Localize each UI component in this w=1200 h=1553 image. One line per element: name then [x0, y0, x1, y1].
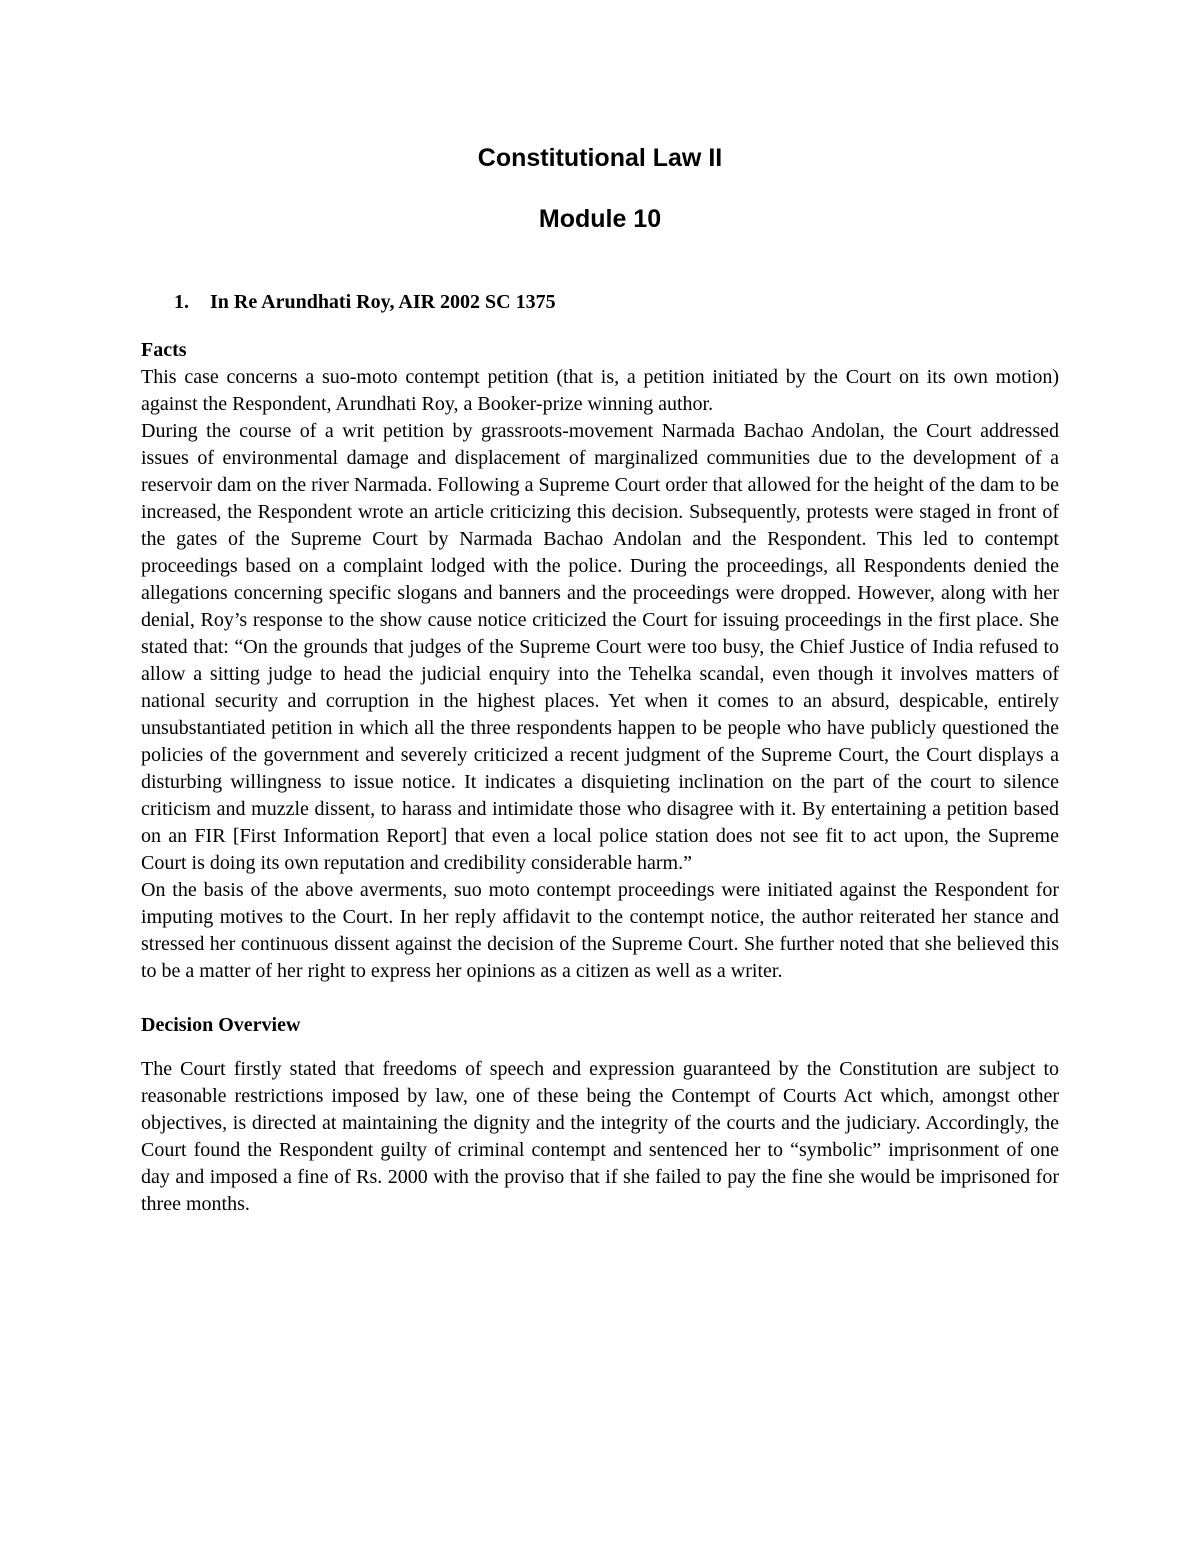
facts-paragraph-2: During the course of a writ petition by grassroots-movement Narmada Bachao Andolan, the Court addressed issues of environmental damage and displacement of marginalized communities due to the development of a reservoir dam on the river Narmada. Following a Supreme Court order that allowed for the height of the dam to be increased, the Respondent wrote an article criticizing this decision. Subsequently, protests were staged in front of the gates of the Supreme Court by Narmada Bachao Andolan and the Respondent. This led to contempt proceedings based on a complaint lodged with the police. During the proceedings, all Respondents denied the allegations concerning specific slogans and banners and the proceedings were dropped. However, along with her denial, Roy’s response to the show cause notice criticized the Court for issuing proceedings in the first place. She stated that: “On the grounds that judges of the Supreme Court were too busy, the Chief Justice of India refused to allow a sitting judge to head the judicial enquiry into the Tehelka scandal, even though it involves matters of national security and corruption in the highest places. Yet when it comes to an absurd, despicable, entirely unsubstantiated petition in which all the three respondents happen to be people who have publicly questioned the policies of the government and severely criticized a recent judgment of the Supreme Court, the Court displays a disturbing willingness to issue notice. It indicates a disquieting inclination on the part of the court to silence criticism and muzzle dissent, to harass and intimidate those who disagree with it. By entertaining a petition based on an FIR [First Information Report] that even a local police station does not see fit to act upon, the Supreme Court is doing its own reputation and credibility considerable harm.”	[141, 420, 1059, 874]
document-title: Constitutional Law II	[477, 144, 723, 172]
facts-heading: Facts	[141, 339, 187, 361]
facts-paragraph-1: This case concerns a suo-moto contempt petition (that is, a petition initiated by the Court on its own motion) against the Respondent, Arundhati Roy, a Booker-prize winning author.	[141, 366, 1059, 415]
decision-paragraph: The Court firstly stated that freedoms of speech and expression guaranteed by the Constitution are subject to reasonable restrictions imposed by law, one of these being the Contempt of Courts Act which, amongst other objectives, is directed at maintaining the dignity and the integrity of the courts and the judiciary. Accordingly, the Court found the Respondent guilty of criminal contempt and sentenced her to “symbolic” imprisonment of one day and imposed a fine of Rs. 2000 with the proviso that if she failed to pay the fine she would be imprisoned for three months.	[141, 1058, 1059, 1215]
decision-heading: Decision Overview	[141, 1014, 301, 1036]
document-page	[141, 138, 1059, 1218]
module-title: Module 10	[538, 205, 662, 233]
case-number: 1.	[174, 291, 189, 313]
case-heading	[141, 287, 1059, 317]
facts-paragraph-3: On the basis of the above averments, suo moto contempt proceedings were initiated against the Respondent for imputing motives to the Court. In her reply affidavit to the contempt notice, the author reiterated her stance and stressed her continuous dissent against the decision of the Supreme Court. She further noted that she believed this to be a matter of her right to express her opinions as a citizen as well as a writer.	[141, 879, 1059, 982]
case-name: In Re Arundhati Roy, AIR 2002 SC 1375	[210, 291, 556, 313]
